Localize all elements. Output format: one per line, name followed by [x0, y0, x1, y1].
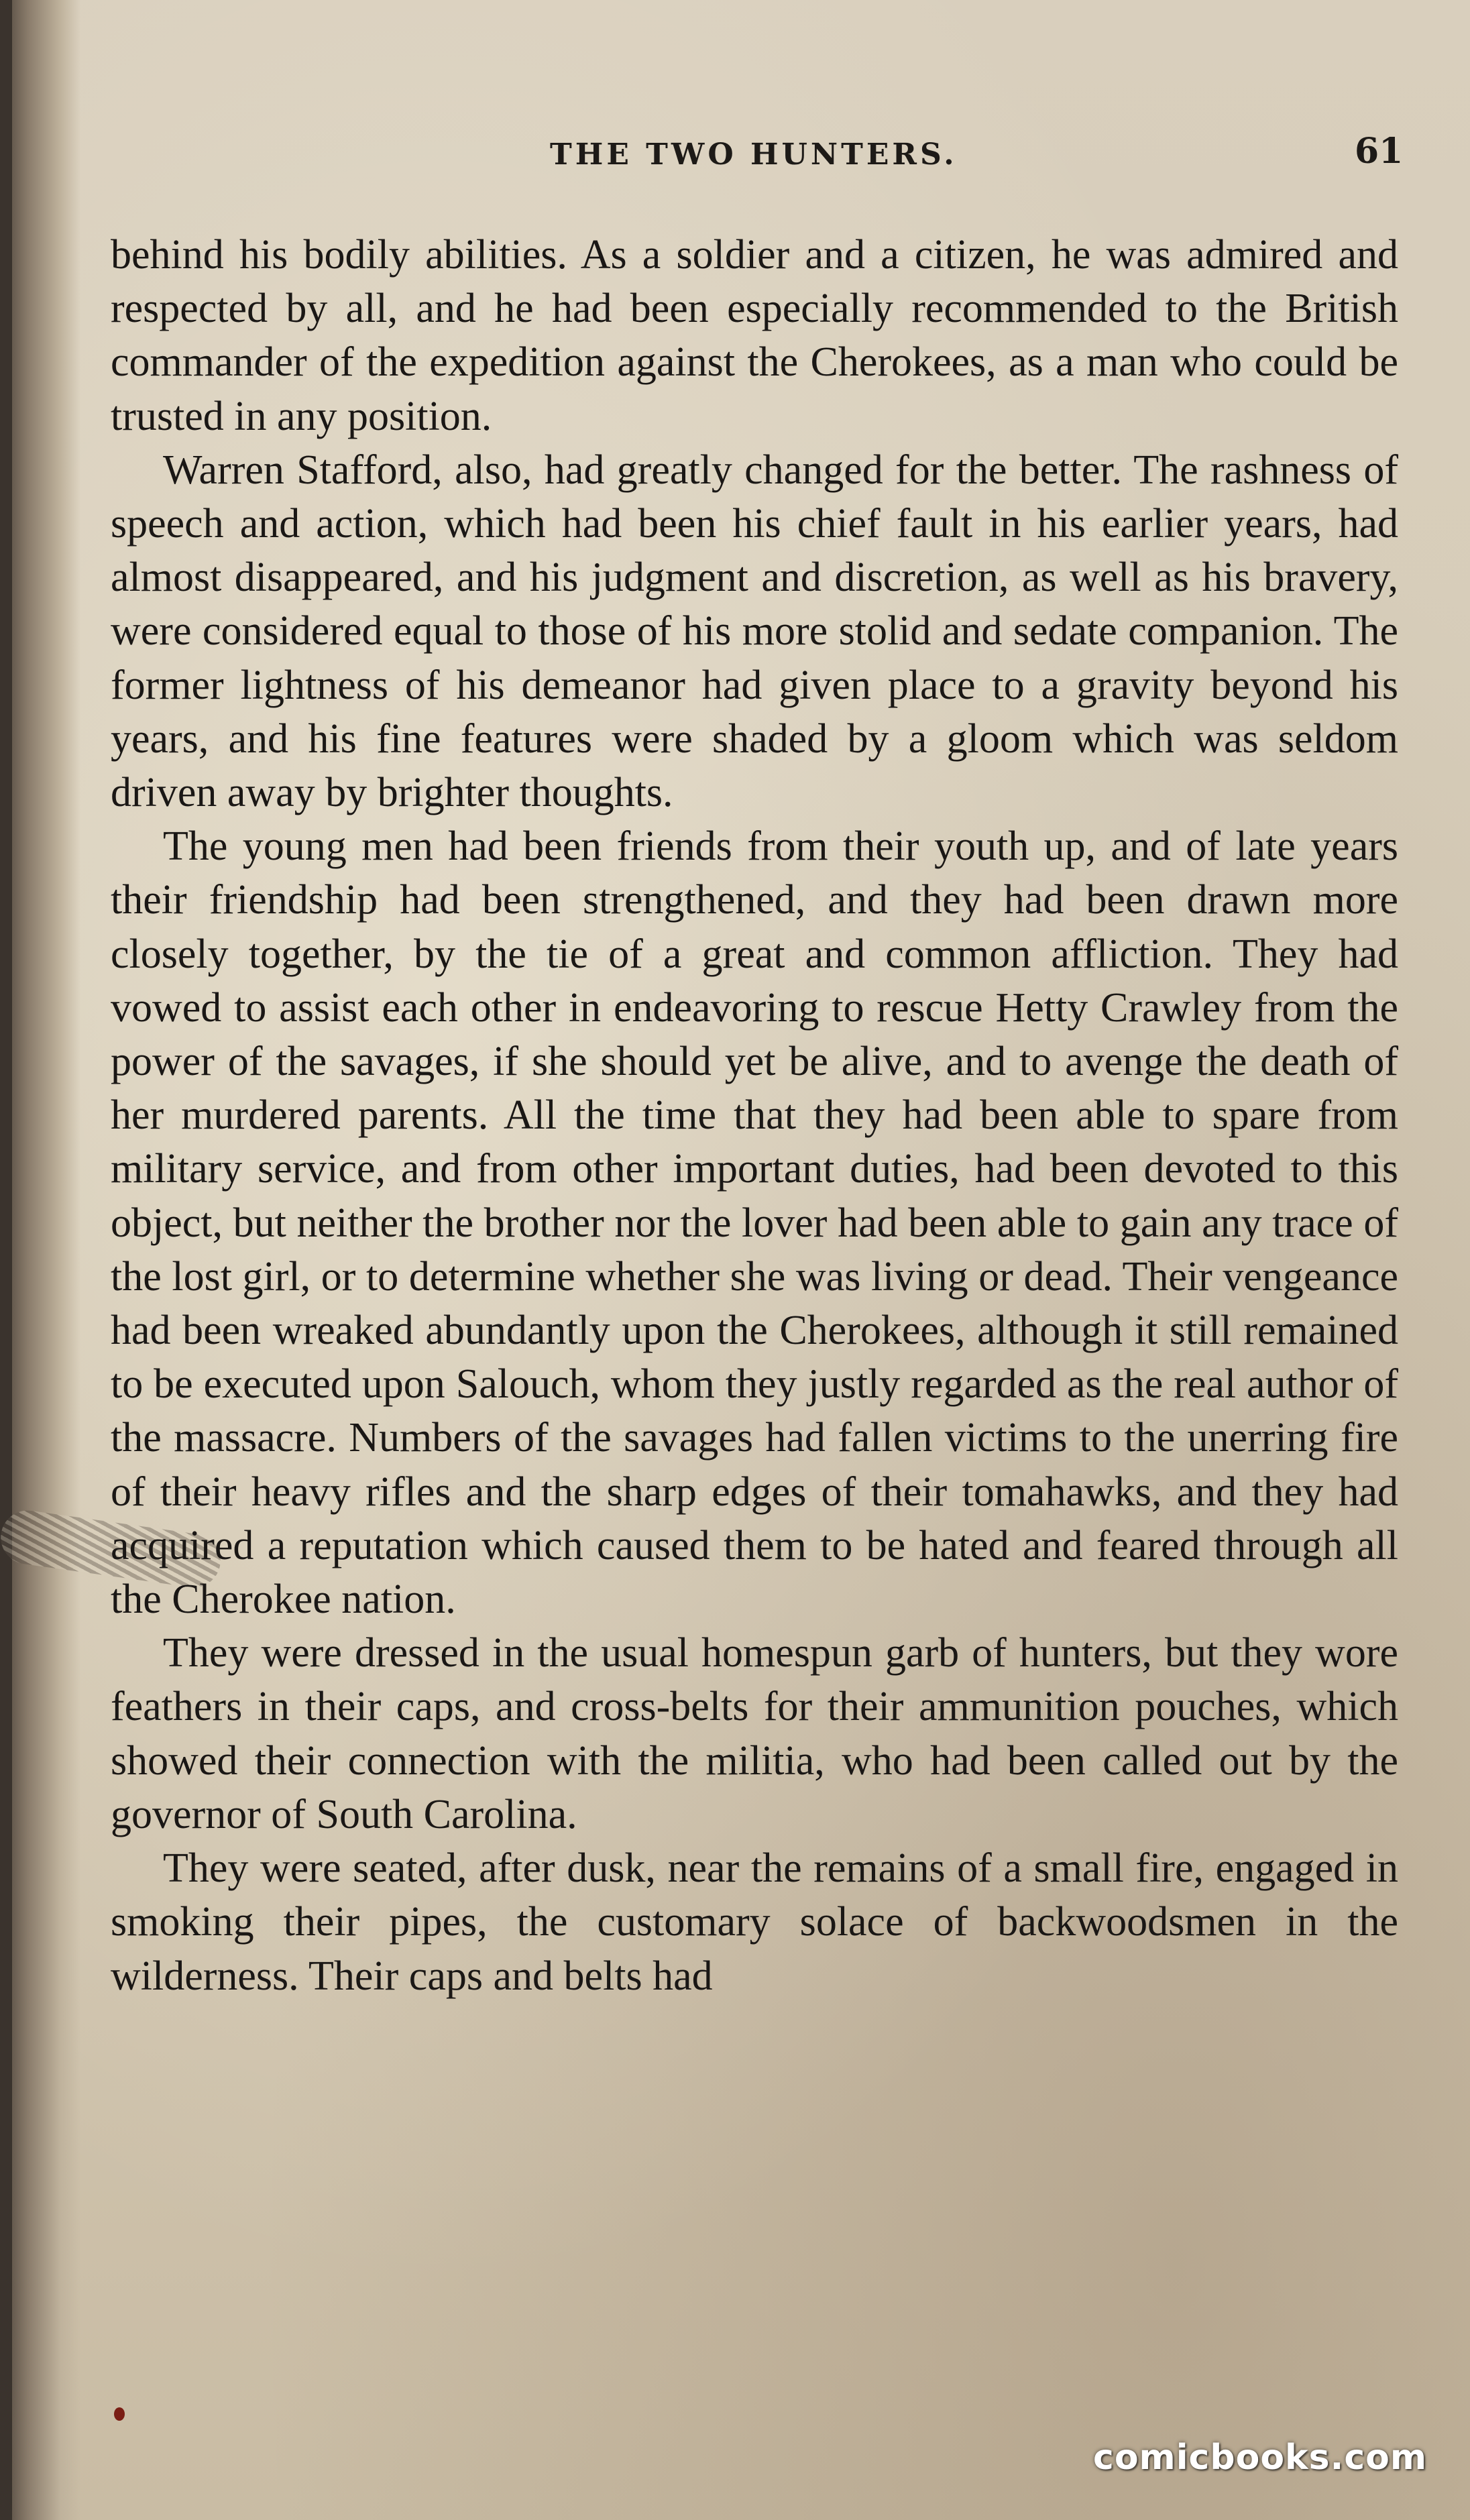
paragraph-5: They were seated, after dusk, near the remains of a small fire, engaged in smoking their pipes, the customary solace of backwoodsmen in the wilderness. Their caps and belts had	[111, 1845, 1398, 1999]
paragraph-4: They were dressed in the usual homespun garb of hunters, but they wore feathers in their caps, and cross-belts for their ammunition pouches, which showed their connection with the militia, who had been called out by the governor of South Carolina.	[111, 1630, 1398, 1837]
watermark: comicbooks.com	[1093, 2438, 1428, 2478]
binding-gutter	[0, 0, 80, 2520]
ink-spot	[114, 2407, 125, 2421]
body-text	[111, 228, 1398, 2003]
paragraph-2: Warren Stafford, also, had greatly changed for the better. The rashness of speech and action, which had been his chief fault in his earlier years, had almost disappeared, and his judgment and discretion, as well as his bravery, were considered equal to those of his more stolid and sedate companion. The former lightness of his demeanor had given place to a gravity beyond his years, and his fine features were shaded by a gloom which was seldom driven away by brighter thoughts.	[111, 447, 1398, 816]
paragraph-3: The young men had been friends from their youth up, and of late years their friendship had been strengthened, and they had been drawn more closely together, by the tie of a great and common affliction. They had vowed to assist each other in endeavoring to rescue Hetty Crawley from the power of the savages, if she should yet be alive, and to avenge the death of her murdered parents. All the time that they had been able to spare from military service, and from other important duties, had been devoted to this object, but neither the brother nor the lover had been able to gain any trace of the lost girl, or to determine whether she was living or dead. Their vengeance had been wreaked abundantly upon the Cherokees, although it still remained to be executed upon Salouch, whom they justly regarded as the real author of the massacre. Numbers of the savages had fallen victims to the unerring fire of their heavy rifles and the sharp edges of their tomahawks, and they had acquired a reputation which caused them to be hated and feared through all the Cherokee nation.	[111, 823, 1398, 1623]
binding-edge	[0, 0, 12, 2520]
running-head: THE TWO HUNTERS.	[550, 137, 958, 172]
page-number: 61	[1355, 131, 1404, 172]
paragraph-1: behind his bodily abilities. As a soldier and a citizen, he was admired and respected by all, and he had been especially recommended to the British commander of the expedition against the Cherokees, as a man who could be trusted in any position.	[111, 232, 1398, 439]
